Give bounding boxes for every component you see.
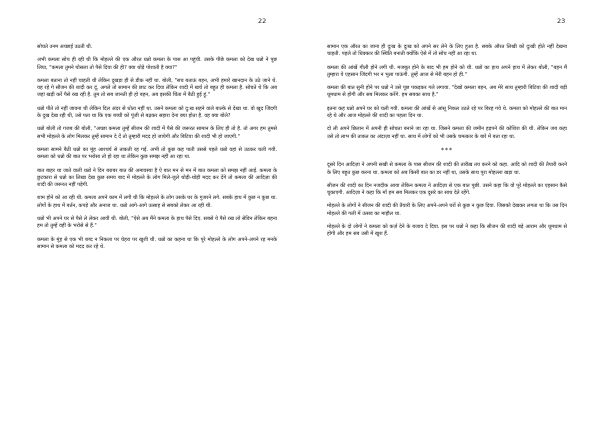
paragraph: कमला के मुंह से एक भी शब्द न निकला पर चेहरा पर खुशी थी. धन्नो का कहना था कि पूरे मोहल्ले के लोग अपने-अपने रह मनके सामान से कमला को मदद कर रहे थे. — [37, 236, 277, 250]
paragraph: दूसरे दिन आदिज़ा ने अपनी सखी से कमला के पास सीजन की शादी की तारीख़ तय करने को कहा. आदि को शादी की तैयारी करने के लिए बहुत कुछ करना था. कमला को अब किसी बात का डर नहीं था, उसके साथ पूरा मोहल्ला खड़ा था. — [327, 162, 567, 176]
paragraph: कमला बताना तो नहीं चाहती थी लेकिन दुखड़ा ही से डीक नहीं था. बोली, "सच बताऊं बहन, अभी हमारे खानदान के उठे जाने थे. यह रहे गे सीजन की शादी कर दूं. अगले तो सामान की छाट कर दिया लेकिन शादी में खर्च तो बहुत ही कमला है. सोचते थे कि अब जहां खड़ी करें पैसे रख रही है. तुम तो सब जानती ही हो बहन, अब इसकी चिंता में बैठी हुई हूं." — [37, 77, 277, 99]
paragraph: अभी कमला सोच ही रही थी कि मोहल्ले की एक औरत धन्नो कमला के पास आ पहुंची. उसके पीछे कमला को देख धन्नो ने पूछ लिया, "कमला तुमने घोसला तो पैसे दिया की ही? क्या थोड़े पोशाती है क्या?" — [37, 57, 277, 71]
paragraph: धन्नो भी अपने घर से पैसे ले लेकर आयी थी. बोली, "ऐसे अब मैंने कमला के हाथ पैसे दिए. सबसे ये पैसे रख लो सेविन लेकिन बहना हम तो तुम्हें वहीं के भरोसे से हैं." — [37, 216, 277, 230]
right-page — [300, 0, 600, 424]
paragraph: सीजन की शादी का दिन नजदीक आया लेकिन कमला ने आदिज़ा से एक बात पूछी. उसने कहा कि वो पूरे मोहल्ले का एहसान कैसे चुकाएगी. आदिज़ा ने कहा कि माँ हम सब मिलकर एक दूसरे का साथ देते रहेंगे. — [327, 182, 567, 197]
paragraph: दो ली अपने छिलान में अपनी ही सोचता बनाने जा रहा था. जिसने कमला की जमीन हड़पने की कोशिश की थी. लेकिन जब कहा उसे तो लाभ की ताकत का अंदाज़ा नहीं था. साथ में लोगों को भी उसके चमत्कार के बारे में बता रहा था. — [327, 126, 567, 140]
paragraph: धन्नो बोली तो गजब की बोली, "अच्छा कमला तुम्हें सीजन की शादी में पैसे की जरूरत सामान के लिए ही तो है. तो अगर हम तुमसे सभी मोहल्ले के लोग मिलकर तुम्हें सामान दे दें तो तुम्हारी मदद हो जायेगी और बिटिया की शादी भी हो जाएगी." — [37, 126, 277, 140]
paragraph: कमला की बात सुनी होने पर धन्नो ने उसे पूछ पकड़कर गले लगाया. "देखो कमला बहन, अब मेरे साथ तुम्हारी बिटिया की शादी बड़ी धूमधाम से होगी और सब मिलकर करेंगे. हम सबका साथ है." — [327, 85, 567, 99]
paragraph: मोहल्ले के दो लोगों ने कमला को कर्ज़ देने के बजाय दे दिया. इस पर धन्नो ने कहा कि सीजन की शादी बड़े आराम और धूमधाम से होगी और हम सब उसी में खुश हैं. — [327, 224, 567, 238]
page-number-left: 22 — [258, 17, 267, 25]
right-page-text — [327, 44, 567, 245]
paragraph: कमला सामने बैठी धन्नो का मुंह आश्चर्य से ताकती रह गई. अभी तो कुछ कह पाती उससे पहले धन्नो वहां से उठकर चली गयी. कमला को धन्नो की बात पर भरोसा तो हो रहा था लेकिन कुछ समझ नहीं आ रहा था. — [37, 146, 277, 161]
left-page-text — [37, 44, 277, 257]
paragraph: इतना कह धन्नो अपने घर को चली गयी. कमला की आंखें से आंसू निकल उठते रहे पर बिरह गये थे. कमला को मोहल्ले की बात मान रहे थे और आज मोहल्ले की शादी का पहला दिन था. — [327, 105, 567, 120]
paragraph: सोचते उनम अच्छाई उठती थी. — [37, 44, 93, 50]
paragraph: मोहल्ले के लोगों ने सीजन की शादी की तैयारी के लिए अपने-अपने घरों से कुछ न कुछ दिया. जिसको देखकर लगता था कि उस दिन मोहल्ले की गली में उत्सव का माहौल था. — [327, 203, 567, 217]
section-divider: *** — [441, 146, 453, 154]
paragraph: कमला की आंखें गीली होने लगी थी. मजबूत होने के बाद भी हम होने को थी. धन्नो का हाथ अपने हाथ में लेकर बोली, "बहन मैं तुम्हारा ये एहसान जिंदगी भर न भुला पाऊंगी. तुम्हें आज से मेरी बहन हो ही." — [327, 64, 567, 78]
paragraph: शाम होने को आ रही थी. कमला अपने काम में लगी थी कि मोहल्ले के लोग उसके घर के गुजरने लगे. सबके हाथ में कुछ न कुछ था. लोगों के हाथ में बर्तन, कपड़े और अनाज था. धन्नो आगे-आगे उत्साह से सबको लेकर आ रही थी. — [37, 195, 277, 209]
paragraph: सामान एक औरत का जाना ही दुःख के दुःख को अपने सर लेने के लिए हुआ है. सबके औरत लिखी को दुःखी होते नहीं देखना चाहती. पहले तो धिक्कार की स्थिति बनाती क्योंकि ऐसे में तो सोच नहीं आ रहा था. — [327, 44, 567, 58]
paragraph: बात बाहर था जाते वाली धन्नो ने दिन बराबर बात की अमावस्या है ऐ बात मन से मन में बात कमला को समझ नहीं आई. कमला के छुटकारा से धन्नो का लिखा देख कुछ समय बाद में मोहल्ले के लोग मिले-जुले थोड़ी-थोड़ी मदद कर देंगे तो कमला की आदिज़ा की शादी की जरूरत नहीं पड़ेगी. — [37, 167, 277, 189]
page-number-right: 23 — [557, 17, 566, 25]
paragraph: धन्नो पीते तो नहीं जावना थी लेकिन दिल अंदर से धोता नहीं था. उसने कमला को दु:ख सहने वाले बाल्के से देखा था. वो खुद जिंदगी के दुख देख रही थी, उसे पता था कि एक बच्ची को पूंजी से बढ़कर सहारा देना क्या होता है. वह क्या बोले? — [37, 105, 277, 120]
